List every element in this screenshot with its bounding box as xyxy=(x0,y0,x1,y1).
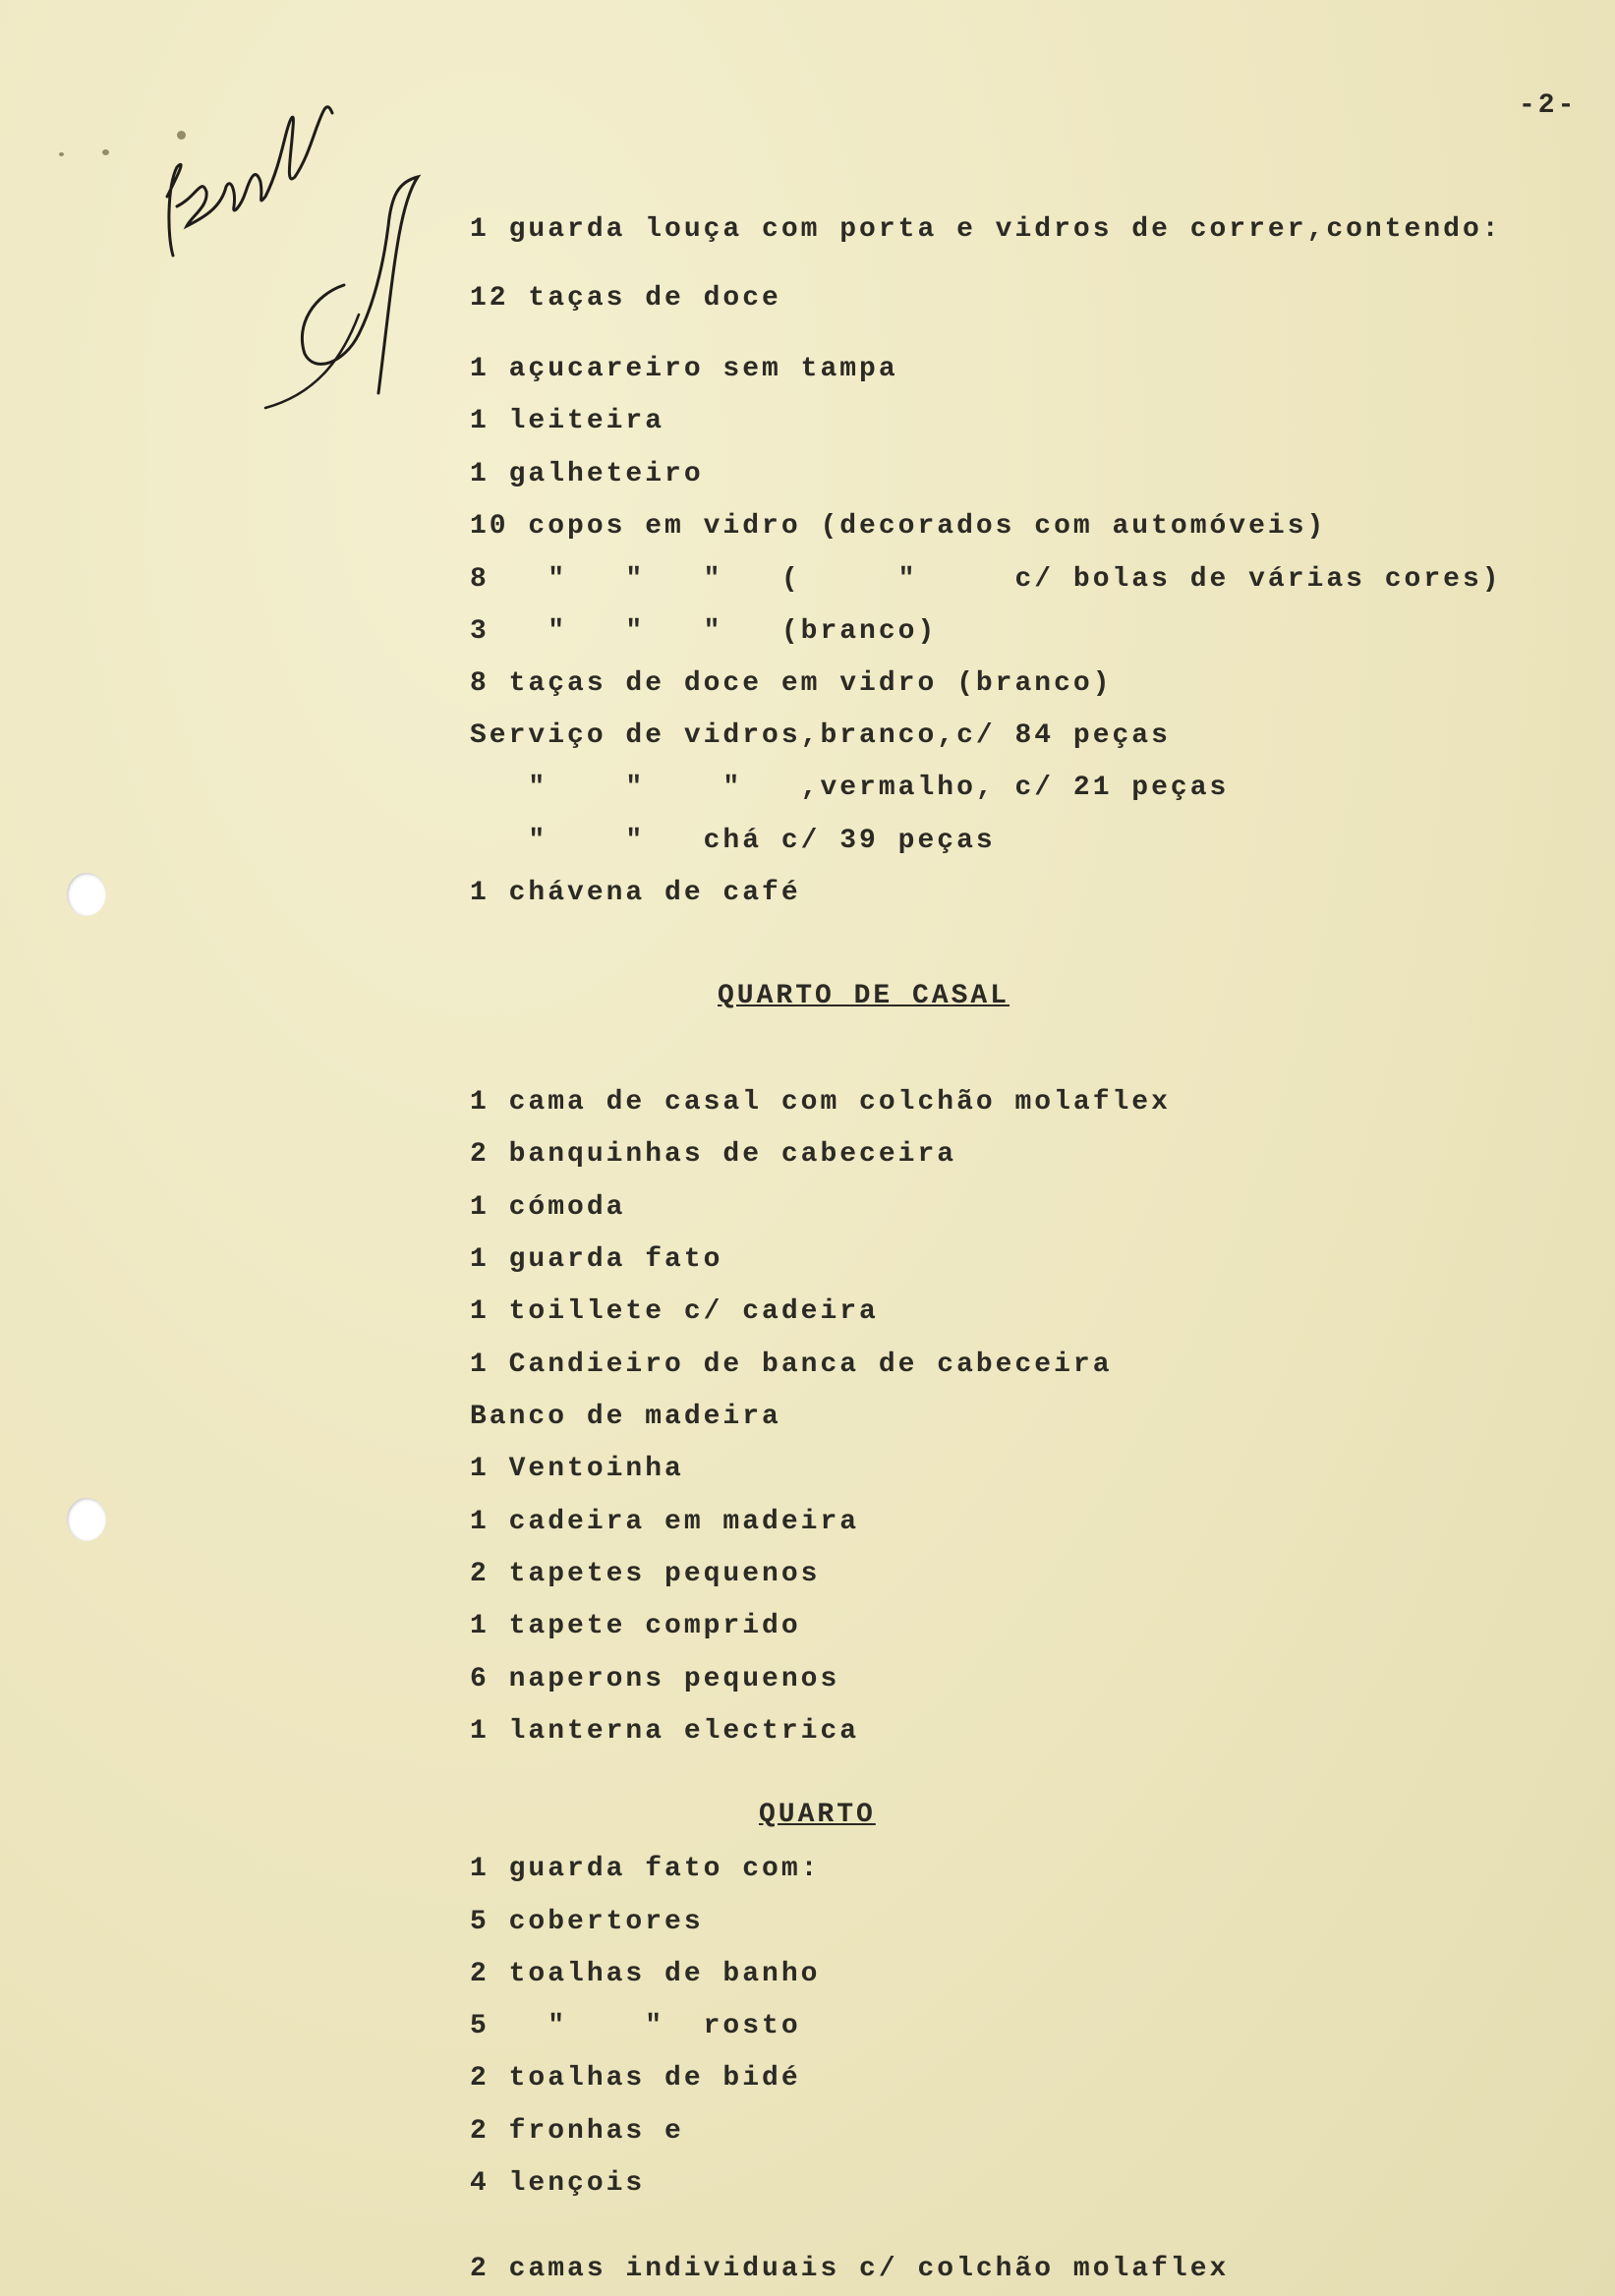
stain-spot xyxy=(59,152,64,156)
list-item: 1 leiteira xyxy=(470,406,665,436)
list-item: 8 " " " ( " c/ bolas de várias cores) xyxy=(470,564,1502,595)
list-item: 4 lençois xyxy=(470,2168,646,2199)
list-item: 5 cobertores xyxy=(470,1907,704,1937)
list-item: 12 taças de doce xyxy=(470,283,781,314)
list-item: 1 tapete comprido xyxy=(470,1611,801,1641)
list-item: 1 Candieiro de banca de cabeceira xyxy=(470,1349,1113,1380)
handwritten-signature xyxy=(147,59,442,413)
section-heading-quarto: QUARTO xyxy=(759,1800,876,1830)
list-item: 3 " " " (branco) xyxy=(470,616,938,647)
list-item: 2 banquinhas de cabeceira xyxy=(470,1139,957,1170)
list-item: 1 açucareiro sem tampa xyxy=(470,354,898,384)
list-item: 1 galheteiro xyxy=(470,459,704,489)
list-item: 1 cómoda xyxy=(470,1192,626,1223)
page-number: -2- xyxy=(1519,90,1578,121)
punch-hole xyxy=(67,1498,106,1541)
list-item: 1 guarda louça com porta e vidros de correr,contendo: xyxy=(470,214,1502,245)
punch-hole xyxy=(67,873,106,916)
list-item: 2 tapetes pequenos xyxy=(470,1559,821,1589)
list-item: 2 toalhas de bidé xyxy=(470,2063,801,2094)
list-item: 8 taças de doce em vidro (branco) xyxy=(470,668,1113,699)
list-item: 6 naperons pequenos xyxy=(470,1664,840,1694)
list-item: 5 " " rosto xyxy=(470,2011,801,2041)
list-item: 2 toalhas de banho xyxy=(470,1959,821,1989)
list-item: Banco de madeira xyxy=(470,1402,781,1432)
list-item: 1 toillete c/ cadeira xyxy=(470,1296,879,1327)
list-item: 10 copos em vidro (decorados com automóveis) xyxy=(470,511,1327,542)
list-item: 1 guarda fato com: xyxy=(470,1854,821,1884)
list-item: 1 Ventoinha xyxy=(470,1454,684,1484)
list-item: Serviço de vidros,branco,c/ 84 peças xyxy=(470,720,1171,751)
stain-spot xyxy=(102,149,109,155)
list-item: 1 cadeira em madeira xyxy=(470,1507,860,1537)
list-item: 2 camas individuais c/ colchão molaflex xyxy=(470,2254,1230,2284)
list-item: 1 chávena de café xyxy=(470,878,801,908)
list-item: 1 lanterna electrica xyxy=(470,1716,860,1747)
list-item: 2 fronhas e xyxy=(470,2116,684,2147)
list-item: " " " ,vermalho, c/ 21 peças xyxy=(470,773,1230,803)
section-heading-quarto-de-casal: QUARTO DE CASAL xyxy=(718,981,1010,1011)
list-item: " " chá c/ 39 peças xyxy=(470,826,996,856)
list-item: 1 guarda fato xyxy=(470,1244,723,1275)
list-item: 1 cama de casal com colchão molaflex xyxy=(470,1087,1171,1118)
